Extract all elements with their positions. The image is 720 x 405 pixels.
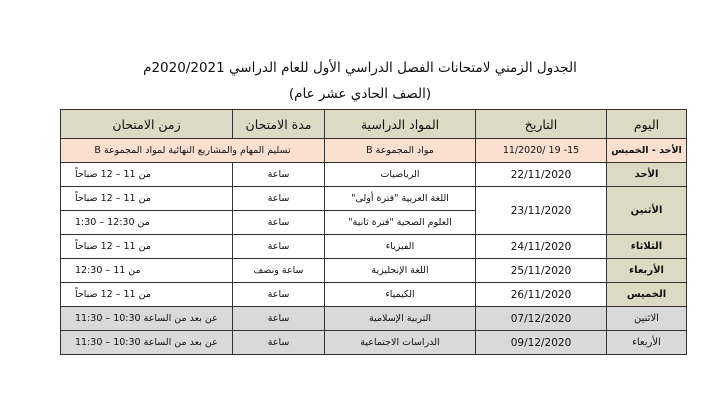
date-cell: 09/12/2020 (476, 331, 607, 355)
subject-cell: الدراسات الاجتماعية (325, 331, 476, 355)
duration-cell: ساعة ونصف (233, 259, 325, 283)
task-cell: تسليم المهام والمشاريع النهائية لمواد المجموعة B (61, 139, 325, 163)
subject-cell: الفيزياء (325, 235, 476, 259)
date-cell: 24/11/2020 (476, 235, 607, 259)
duration-cell: ساعة (233, 283, 325, 307)
date-cell: 07/12/2020 (476, 307, 607, 331)
subject-cell: اللغة الإنجليزية (325, 259, 476, 283)
duration-cell: ساعة (233, 211, 325, 235)
time-cell: عن بعد من الساعة 10:30 – 11:30 (61, 331, 233, 355)
time-cell: من 11 – 12 صباحاً (61, 163, 233, 187)
time-cell: من 11 – 12:30 (61, 259, 233, 283)
table-row (61, 307, 687, 331)
subject-cell: مواد المجموعة B (325, 139, 476, 163)
date-cell: 15- 19 /11/2020 (476, 139, 607, 163)
date-cell: 25/11/2020 (476, 259, 607, 283)
date-cell: 23/11/2020 (476, 187, 607, 235)
duration-cell: ساعة (233, 331, 325, 355)
date-cell: 26/11/2020 (476, 283, 607, 307)
time-cell: من 11 – 12 صباحاً (61, 235, 233, 259)
day-cell: الأثنين (607, 187, 687, 235)
day-cell: الاثنين (607, 307, 687, 331)
document-subtitle: (الصف الحادي عشر عام) (288, 86, 432, 102)
duration-cell: ساعة (233, 307, 325, 331)
subject-cell: الكيمياء (325, 283, 476, 307)
subject-cell: العلوم الصحية "فترة ثانية" (325, 211, 476, 235)
header-day: اليوم (607, 110, 687, 139)
header-row (61, 110, 687, 139)
subject-cell: التربية الإسلامية (325, 307, 476, 331)
day-cell: الخميس (607, 283, 687, 307)
time-cell: من 11 – 12 صباحاً (61, 283, 233, 307)
duration-cell: ساعة (233, 163, 325, 187)
duration-cell: ساعة (233, 235, 325, 259)
day-cell: الأحد (607, 163, 687, 187)
header-duration: مدة الامتحان (233, 110, 325, 139)
day-cell: الثلاثاء (607, 235, 687, 259)
header-date: التاريخ (476, 110, 607, 139)
table-row (61, 163, 687, 187)
table-row (61, 235, 687, 259)
date-cell: 22/11/2020 (476, 163, 607, 187)
table-row (61, 283, 687, 307)
header-subject: المواد الدراسية (325, 110, 476, 139)
exam-schedule-table (60, 109, 687, 355)
duration-cell: ساعة (233, 187, 325, 211)
day-cell: الأحد - الخميس (607, 139, 687, 163)
table-row (61, 259, 687, 283)
day-cell: الأربعاء (607, 259, 687, 283)
table-row (61, 331, 687, 355)
header-time: زمن الامتحان (61, 110, 233, 139)
day-cell: الأربعاء (607, 331, 687, 355)
document-title: الجدول الزمني لامتحانات الفصل الدراسي الأول للعام الدراسي 2020/2021م (143, 60, 577, 76)
time-cell: من 11 – 12 صباحاً (61, 187, 233, 211)
table-row (61, 187, 687, 211)
subject-cell: اللغة العربية "فترة أولى" (325, 187, 476, 211)
time-cell: من 12:30 – 1:30 (61, 211, 233, 235)
time-cell: عن بعد من الساعة 10:30 – 11:30 (61, 307, 233, 331)
table-row (61, 139, 687, 163)
subject-cell: الرياضيات (325, 163, 476, 187)
